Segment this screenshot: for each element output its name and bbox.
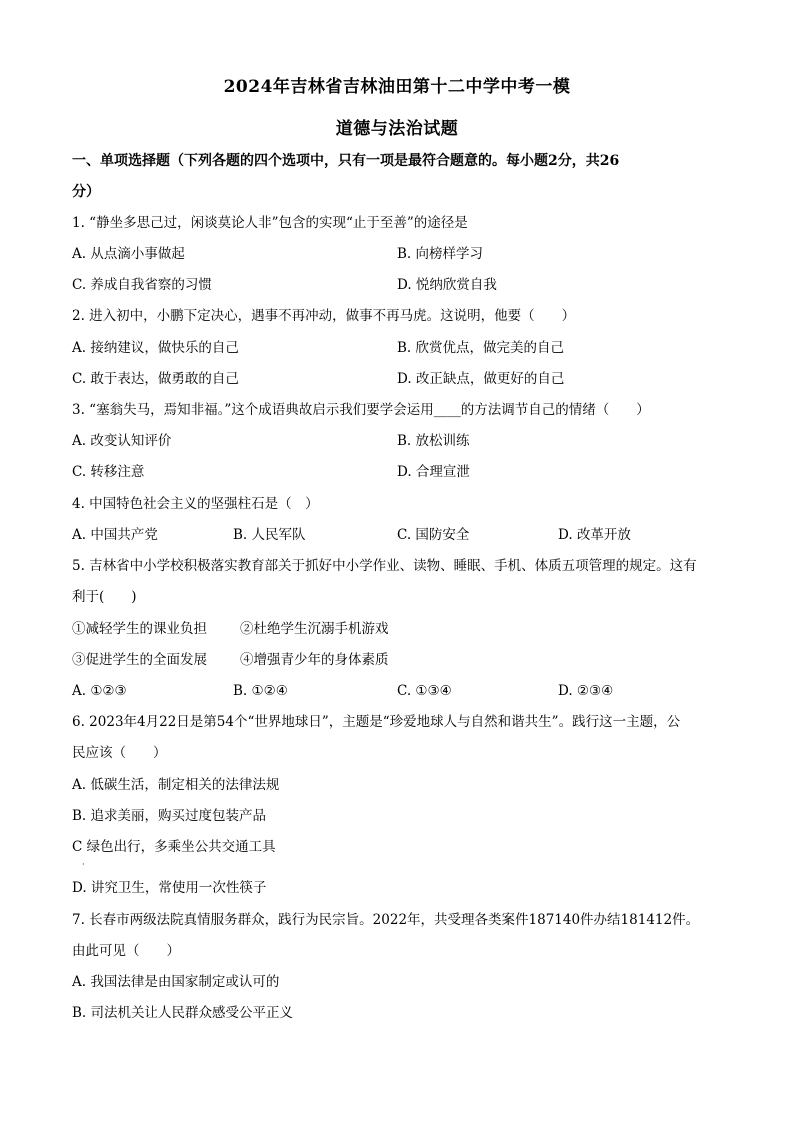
question-4-stem: 4. 中国特色社会主义的坚强柱石是（ ） — [72, 496, 319, 512]
question-7-stem-line1: 7. 长春市两级法院真情服务群众，践行为民宗旨。2022年，共受理各类案件187140件办结181412件。 — [72, 912, 700, 928]
question-6-option-d: D. 讲究卫生，常使用一次性筷子 — [72, 880, 267, 896]
question-5-option-d: D. ②③④ — [558, 683, 614, 699]
question-6-stem-line2: 民应该（ ） — [72, 745, 167, 761]
question-7-stem-line2: 由此可见（ ） — [72, 943, 180, 959]
section-heading-line2: 分） — [72, 184, 100, 200]
question-1-option-b: B. 向榜样学习 — [397, 246, 484, 262]
question-2-option-d: D. 改正缺点，做更好的自己 — [397, 371, 565, 387]
question-2-option-c: C. 敢于表达，做勇敢的自己 — [72, 371, 239, 387]
question-2-option-a: A. 接纳建议，做快乐的自己 — [72, 340, 239, 356]
question-6-option-b: B. 追求美丽，购买过度包装产品 — [72, 808, 267, 824]
question-7-option-a: A. 我国法律是由国家制定或认可的 — [72, 974, 280, 990]
exam-title: 2024年吉林省吉林油田第十二中学中考一模 — [223, 77, 571, 97]
stray-dot: · — [82, 860, 85, 869]
question-2-option-b: B. 欣赏优点，做完美的自己 — [397, 340, 565, 356]
question-5-stem-line2: 利于( ) — [72, 589, 137, 605]
question-1-stem: 1. “静坐多思己过，闲谈莫论人非”包含的实现“止于至善”的途径是 — [72, 215, 468, 231]
question-4-option-a: A. 中国共产党 — [72, 527, 158, 543]
question-3-option-a: A. 改变认知评价 — [72, 433, 172, 449]
question-3-option-b: B. 放松训练 — [397, 433, 470, 449]
question-5-option-b: B. ①②④ — [233, 683, 288, 699]
question-3-stem: 3. “塞翁失马，焉知非福。”这个成语典故启示我们要学会运用____的方法调节自己的情绪（ ） — [72, 402, 650, 418]
question-4-option-c: C. 国防安全 — [397, 527, 470, 543]
question-6-stem-line1: 6. 2023年4月22日是第54个“世界地球日”，主题是“珍爱地球人与自然和谐共生”。践行这一主题，公 — [72, 714, 681, 730]
question-5-item-2: ②杜绝学生沉溺手机游戏 — [240, 621, 389, 637]
question-7-option-b: B. 司法机关让人民群众感受公平正义 — [72, 1005, 294, 1021]
question-2-stem: 2. 进入初中，小鹏下定决心，遇事不再冲动，做事不再马虎。这说明，他要（ ） — [72, 308, 576, 324]
question-1-option-a: A. 从点滴小事做起 — [72, 246, 185, 262]
question-1-option-d: D. 悦纳欣赏自我 — [397, 277, 497, 293]
question-5-option-a: A. ①②③ — [72, 683, 127, 699]
section-heading-line1: 一、单项选择题（下列各题的四个选项中，只有一项是最符合题意的。每小题2分，共26 — [72, 153, 620, 169]
question-5-stem-line1: 5. 吉林省中小学校积极落实教育部关于抓好中小学作业、读物、睡眠、手机、体质五项管理的规定。这有 — [72, 558, 697, 574]
question-6-option-c: C 绿色出行，多乘坐公共交通工具 — [72, 839, 276, 855]
question-1-option-c: C. 养成自我省察的习惯 — [72, 277, 212, 293]
question-3-option-c: C. 转移注意 — [72, 464, 145, 480]
question-5-item-1: ①减轻学生的课业负担 — [72, 621, 207, 637]
question-3-option-d: D. 合理宣泄 — [397, 464, 470, 480]
question-5-item-4: ④增强青少年的身体素质 — [240, 652, 389, 668]
exam-subtitle: 道德与法治试题 — [335, 119, 459, 139]
question-5-option-c: C. ①③④ — [397, 683, 452, 699]
question-4-option-b: B. 人民军队 — [233, 527, 306, 543]
question-6-option-a: A. 低碳生活，制定相关的法律法规 — [72, 777, 280, 793]
question-5-item-3: ③促进学生的全面发展 — [72, 652, 207, 668]
question-4-option-d: D. 改革开放 — [558, 527, 631, 543]
